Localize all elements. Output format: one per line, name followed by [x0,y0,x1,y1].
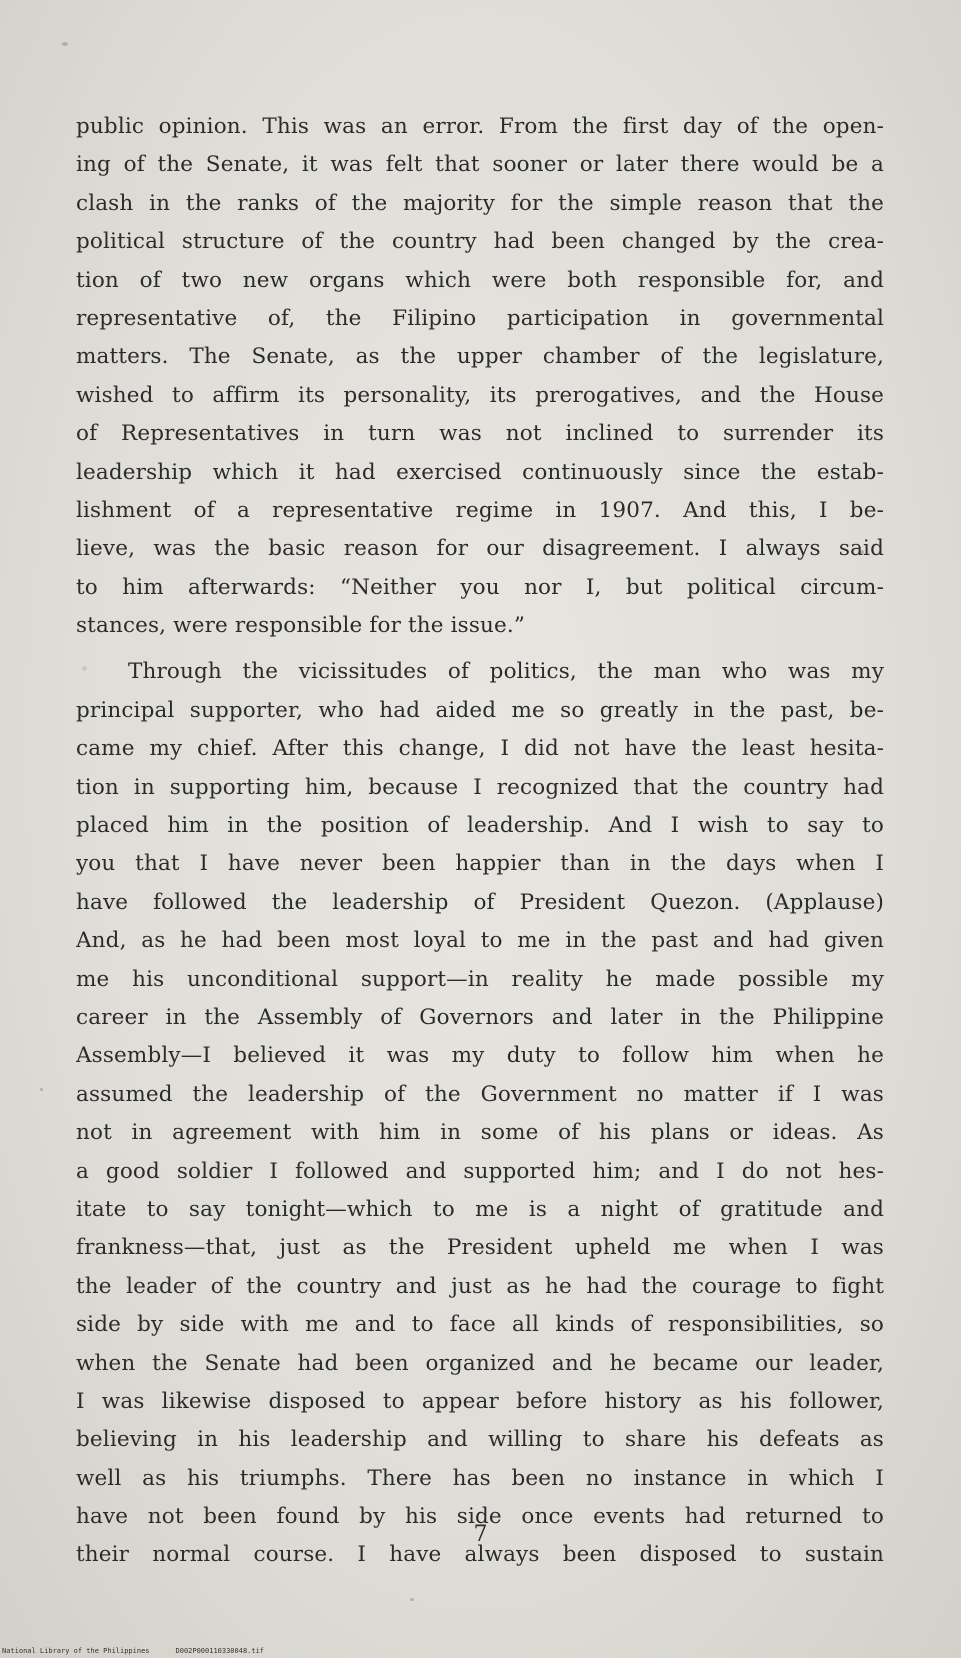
text-line: came my chief. After this change, I did not have the least hesita- [76,736,884,762]
paragraph-2 [76,653,884,1574]
text-line: you that I have never been happier than in the days when I [76,851,884,877]
text-line: well as his triumphs. There has been no instance in which I [76,1465,884,1491]
text-line: their normal course. I have always been disposed to sustain [76,1542,884,1568]
text-line: representative of, the Filipino participation in governmental [76,305,884,331]
scan-speck [410,1598,414,1601]
text-line: Through the vicissitudes of politics, the man who was my [128,659,884,685]
text-line: wished to affirm its personality, its prerogatives, and the House [76,382,884,408]
text-line: when the Senate had been organized and he became our leader, [76,1350,884,1376]
text-line: frankness—that, just as the President upheld me when I was [76,1235,884,1261]
text-line: ing of the Senate, it was felt that sooner or later there would be a [76,152,884,178]
text-line: side by side with me and to face all kinds of responsibilities, so [76,1312,884,1338]
text-line: I was likewise disposed to appear before history as his follower, [76,1388,884,1414]
text-line: have followed the leadership of President Quezon. (Applause) [76,889,884,915]
paragraph-1 [76,108,884,645]
text-line: leadership which it had exercised continuously since the estab- [76,459,884,485]
text-line: not in agreement with him in some of his plans or ideas. As [76,1120,884,1146]
text-line: clash in the ranks of the majority for the simple reason that the [76,190,884,216]
text-line: matters. The Senate, as the upper chamber of the legislature, [76,344,884,370]
body-text [76,108,884,1575]
text-line: of Representatives in turn was not inclined to surrender its [76,421,884,447]
text-line: tion in supporting him, because I recognized that the country had [76,774,884,800]
page-number: 7 [473,1522,488,1547]
text-line: have not been found by his side once events had returned to [76,1504,884,1530]
text-line: principal supporter, who had aided me so greatly in the past, be- [76,697,884,723]
text-line: believing in his leadership and willing to share his defeats as [76,1427,884,1453]
text-line: tion of two new organs which were both responsible for, and [76,267,884,293]
text-line: itate to say tonight—which to me is a night of gratitude and [76,1196,884,1222]
scan-footer [2,1647,290,1655]
text-line: lishment of a representative regime in 1907. And this, I be- [76,497,884,523]
text-line: lieve, was the basic reason for our disagreement. I always said [76,536,884,562]
text-line: the leader of the country and just as he had the courage to fight [76,1273,884,1299]
scan-speck [40,1088,43,1091]
text-line: a good soldier I followed and supported him; and I do not hes- [76,1158,884,1184]
text-line: Assembly—I believed it was my duty to follow him when he [76,1043,884,1069]
text-line: And, as he had been most loyal to me in the past and had given [76,928,884,954]
text-line: public opinion. This was an error. From the first day of the open- [76,114,884,139]
file-id: D002P000110330048.tif [175,1647,265,1655]
text-line: career in the Assembly of Governors and later in the Philippine [76,1004,884,1030]
text-line: political structure of the country had been changed by the crea- [76,229,884,255]
text-line: to him afterwards: “Neither you nor I, but political circum- [76,574,884,600]
text-line: placed him in the position of leadership. And I wish to say to [76,813,884,839]
text-line: stances, were responsible for the issue.” [76,613,526,639]
text-line: me his unconditional support—in reality he made possible my [76,966,884,992]
library-credit: National Library of the Philippines [2,1647,150,1655]
scan-speck [62,42,68,46]
text-line: assumed the leadership of the Government no matter if I was [76,1081,884,1107]
paragraph-gap [76,645,884,653]
